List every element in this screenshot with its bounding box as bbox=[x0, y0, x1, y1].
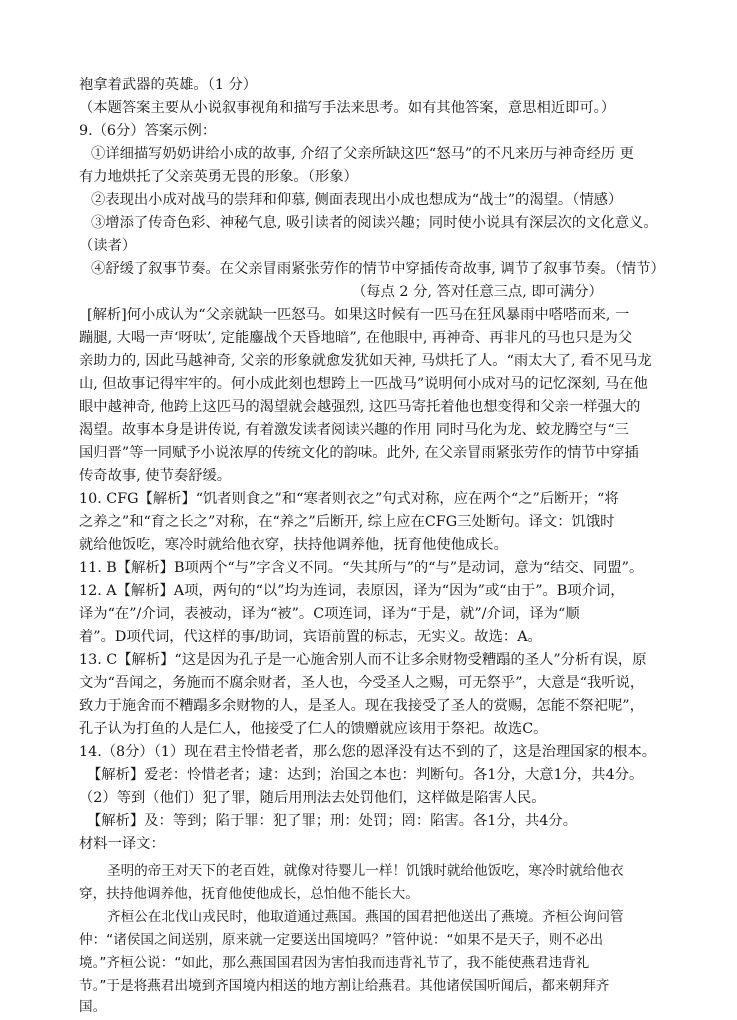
section-title: 材料一译文： bbox=[79, 836, 165, 852]
text-line: （本题答案主要从小说叙事视角和描写手法来思考。如有其他答案，意思相近即可。） bbox=[79, 100, 616, 116]
text-line: （读者） bbox=[79, 238, 137, 254]
translation-line: 节。”于是将燕君出境到齐国境内相送的地方割让给燕君。其他诸侯国听闻后，都来朝拜齐 bbox=[79, 978, 610, 994]
text-line: 【解析】及：等到；陷于罪：犯了罪；刑：处罚；罔：陷害。各1分，共4分。 bbox=[87, 813, 577, 829]
question-heading: 13. C【解析】“这是因为孔子是一心施舍别人而不让多余财物受糟蹋的圣人”分析有误，原 bbox=[79, 652, 647, 668]
text-line: 之养之”和“育之长之”对称，在“养之”后断开, 综上应在CFG三处断句。译文：饥饿时 bbox=[79, 514, 615, 530]
translation-line: 国。 bbox=[79, 999, 107, 1015]
text-line: ②表现出小成对战马的崇拜和仰慕, 侧面表现出小成也想成为“战士”的渴望。（情感） bbox=[91, 192, 623, 208]
text-line: 蹦腿, 大喝一声‘呀呔’, 定能鏖战个天昏地暗”, 在他眼中, 再神奇、再非凡的马也只是为父 bbox=[79, 330, 633, 346]
text-line: 着”。D项代词，代这样的事/助词，宾语前置的标志，无实义。故选：A。 bbox=[79, 629, 542, 645]
text-line: 山, 但故事记得牢牢的。何小成此刻也想跨上一匹战马”说明何小成对马的记忆深刻, 马在他 bbox=[79, 376, 648, 392]
text-line: 传奇故事, 使节奏舒缓。 bbox=[79, 468, 232, 484]
text-line: ①详细描写奶奶讲给小成的故事, 介绍了父亲所缺这匹“怒马”的不凡来历与神奇经历 更 bbox=[91, 146, 634, 162]
scoring-note: （每点 2 分, 答对任意三点, 即可满分） bbox=[352, 284, 603, 300]
translation-line: 境。”齐桓公说：“如此，那么燕国国君因为害怕我而违背礼节了，我不能使燕君违背礼 bbox=[79, 955, 590, 971]
text-line: 亲助力的, 因此马越神奇, 父亲的形象就愈发犹如天神, 马烘托了人。“雨太大了, 看不见马龙 bbox=[79, 353, 652, 369]
text-line: 【解析】爱老：怜惜老者；逮：达到；治国之本也：判断句。各1分，大意1分，共4分。 bbox=[87, 767, 644, 783]
text-line: ③增添了传奇色彩、神秘气息, 吸引读者的阅读兴趣；同时使小说具有深层次的文化意义。 bbox=[91, 215, 658, 231]
text-line: [解析]何小成认为“父亲就缺一匹怒马。如果这时候有一匹马在狂风暴雨中嗒嗒而来, 一 bbox=[87, 307, 630, 323]
text-line: （2）等到（他们）犯了罪，随后用刑法去处罚他们，这样做是陷害人民。 bbox=[79, 790, 546, 806]
question-heading: 11. B【解析】B项两个“与”字含义不同。“失其所与”的“与”是动词，意为“结交、同盟”。 bbox=[79, 560, 644, 576]
text-line: 文为“吾闻之，务施而不腐余财者，圣人也，今受圣人之赐，可无祭乎”，大意是“我听说， bbox=[79, 675, 645, 691]
question-heading: 9.（6分）答案示例： bbox=[79, 123, 217, 139]
text-line: 有力地烘托了父亲英勇无畏的形象。（形象） bbox=[79, 169, 358, 185]
translation-line: 圣明的帝王对天下的老百姓，就像对待婴儿一样！饥饿时就给他饭吃，寒冷时就给他衣 bbox=[107, 863, 624, 879]
text-line: 袍拿着武器的英雄。（1 分） bbox=[79, 77, 258, 93]
text-line: 国归晋”等一同赋予小说浓厚的传统文化的韵味。此外, 在父亲冒雨紧张劳作的情节中穿插 bbox=[79, 445, 639, 461]
text-line: 眼中越神奇, 他跨上这匹马的渴望就会越强烈, 这匹马寄托着他也想变得和父亲一样强大的 bbox=[79, 399, 641, 415]
question-heading: 10. CFG【解析】“饥者则食之”和“寒者则衣之”句式对称，应在两个“之”后断开；“将 bbox=[79, 491, 619, 507]
question-heading: 14.（8分）（1）现在君主怜惜老者，那么您的恩泽没有达不到的了，这是治理国家的根本。 bbox=[79, 744, 657, 760]
text-line: 渴望。故事本身是讲传说, 有着激发读者阅读兴趣的作用 同时马化为龙、蛟龙腾空与“三 bbox=[79, 422, 629, 438]
text-line: 就给他饭吃，寒冷时就给他衣穿，扶持他调养他，抚育他使他成长。 bbox=[79, 537, 508, 553]
text-line: 致力于施舍而不糟蹋多余财物的人，是圣人。现在我接受了圣人的赏赐，怎能不祭祀呢”， bbox=[79, 698, 644, 714]
text-line: 译为“在”/介词，表被动，译为“被”。C项连词，译为“于是，就”/介词，译为“顺 bbox=[79, 606, 580, 622]
translation-line: 仲：“诸侯国之间送别，原来就一定要送出国境吗？”管仲说：“如果不是天子，则不必出 bbox=[79, 932, 604, 948]
question-heading: 12. A【解析】A项，两句的“以”均为连词，表原因，译为“因为”或“由于”。B项介词， bbox=[79, 583, 625, 599]
translation-line: 穿，扶持他调养他，抚育他使他成长，总怕他不能长大。 bbox=[79, 886, 419, 902]
text-line: 孔子认为打鱼的人是仁人，他接受了仁人的馈赠就应该用于祭祀。故选C。 bbox=[79, 721, 548, 737]
text-line: ④舒缓了叙事节奏。在父亲冒雨紧张劳作的情节中穿插传奇故事, 调节了叙事节奏。（情节） bbox=[91, 261, 665, 277]
translation-line: 齐桓公在北伐山戎民时，他取道通过燕国。燕国的国君把他送出了燕境。齐桓公询问管 bbox=[107, 909, 624, 925]
